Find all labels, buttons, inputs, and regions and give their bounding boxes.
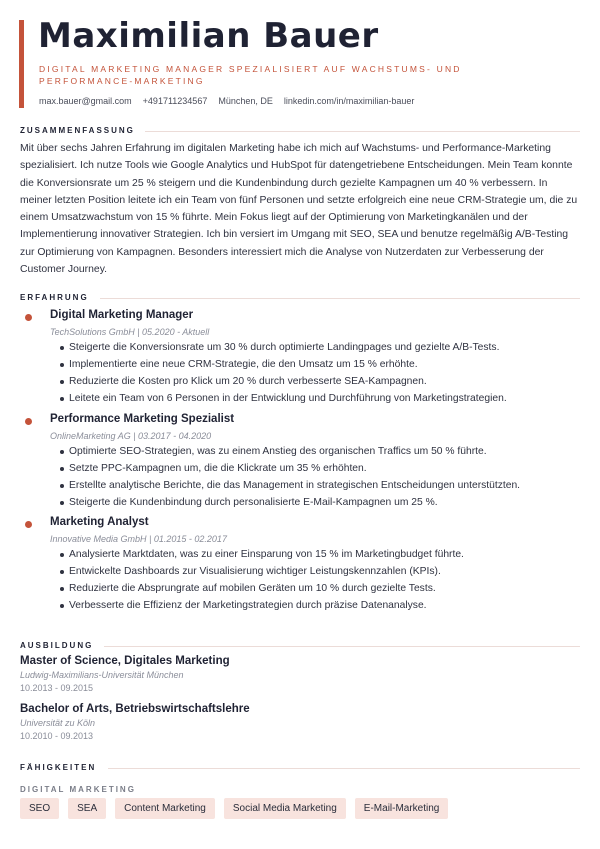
job-title: Marketing Analyst — [50, 516, 149, 528]
experience-heading: ERFAHRUNG — [20, 293, 89, 302]
timeline-dot — [25, 418, 32, 425]
job-bullet: Leitete ein Team von 6 Personen in der Entwicklung und Durchführung von Marketingstrategien. — [60, 390, 507, 407]
education-degree: Bachelor of Arts, Betriebswirtschaftslehre — [20, 703, 250, 715]
skills-heading: FÄHIGKEITEN — [20, 763, 97, 772]
job-bullets — [60, 443, 520, 511]
summary-heading: ZUSAMMENFASSUNG — [20, 126, 135, 135]
section-divider — [108, 768, 580, 769]
education-dates: 10.2010 - 09.2013 — [20, 731, 94, 741]
section-divider — [104, 646, 580, 647]
phone-number: +491711234567 — [142, 96, 208, 106]
job-bullets — [60, 546, 464, 614]
job-title: Digital Marketing Manager — [50, 309, 194, 321]
job-bullet: Steigerte die Kundenbindung durch personalisierte E-Mail-Kampagnen um 25 %. — [60, 494, 520, 511]
skill-category: DIGITAL MARKETING — [20, 785, 136, 794]
skill-tag: SEO — [20, 798, 59, 819]
candidate-headline: DIGITAL MARKETING MANAGER SPEZIALISIERT AUF WACHSTUMS- UND PERFORMANCE-MARKETING — [39, 64, 462, 86]
job-bullet: Setzte PPC-Kampagnen um, die die Klickrate um 35 % erhöhten. — [60, 460, 520, 477]
job-bullet: Entwickelte Dashboards zur Visualisierung wichtiger Leistungskennzahlen (KPIs). — [60, 563, 464, 580]
job-bullet: Reduzierte die Kosten pro Klick um 20 % durch verbesserte SEA-Kampagnen. — [60, 373, 507, 390]
job-bullet: Optimierte SEO-Strategien, was zu einem Anstieg des organischen Traffics um 50 % führte. — [60, 443, 520, 460]
job-bullet: Reduzierte die Absprungrate auf mobilen Geräten um 10 % durch gezielte Tests. — [60, 580, 464, 597]
education-entry — [20, 655, 230, 693]
contact-info — [39, 96, 414, 106]
skill-tag: Social Media Marketing — [224, 798, 346, 819]
education-school: Ludwig-Maximilians-Universität München — [20, 670, 184, 680]
linkedin-link[interactable]: linkedin.com/in/maximilian-bauer — [283, 96, 415, 106]
skill-tags — [20, 798, 448, 819]
location: München, DE — [218, 96, 273, 106]
accent-bar — [19, 20, 24, 108]
timeline-dot — [25, 314, 32, 321]
job-bullet: Analysierte Marktdaten, was zu einer Einsparung von 15 % im Marketingbudget führte. — [60, 546, 464, 563]
education-heading: AUSBILDUNG — [20, 641, 94, 650]
job-bullet: Implementierte eine neue CRM-Strategie, die den Umsatz um 15 % erhöhte. — [60, 356, 507, 373]
job-bullet: Erstellte analytische Berichte, die das Management in strategischen Entscheidungen unterstützten. — [60, 477, 520, 494]
skill-tag: Content Marketing — [115, 798, 215, 819]
job-bullet: Steigerte die Konversionsrate um 30 % durch optimierte Landingpages und gezielte A/B-Tests. — [60, 339, 507, 356]
section-divider — [145, 131, 580, 132]
job-company-dates: TechSolutions GmbH | 05.2020 - Aktuell — [50, 327, 210, 337]
education-dates: 10.2013 - 09.2015 — [20, 683, 94, 693]
email-link[interactable]: max.bauer@gmail.com — [39, 96, 132, 106]
education-degree: Master of Science, Digitales Marketing — [20, 655, 230, 667]
timeline-dot — [25, 521, 32, 528]
job-company-dates: OnlineMarketing AG | 03.2017 - 04.2020 — [50, 431, 212, 441]
summary-text: Mit über sechs Jahren Erfahrung im digitalen Marketing habe ich mich auf Wachstums- und Performance-Marketing spezialisiert. Ich nutze Tools wie Google Analytics und HubSpot für datengetriebene Entscheidungen. Mein Team konnte die Konversionsrate um 25 % steigern und die Kundenbindung durch gezielte Kampagnen um 40 % verbessern. In meiner letzten Position leitete ich ein Team von fünf Personen und setzte erfolgreich eine neue CRM-Strategie um, die zu einem Umsatzwachstum von 15 % führte. Mein Fokus liegt auf der Optimierung von Marketingkanälen und der Implementierung innovativer Strategien. Ich bin versiert im Umgang mit SEO, SEA und benutze regelmäßig A/B-Testing zur Optimierung von Kampagnen. Besonders interessiert mich die Analyse von Nutzerdaten zur Verbesserung der Customer Journey. — [20, 143, 578, 276]
job-bullet: Verbesserte die Effizienz der Marketingstrategien durch präzise Datenanalyse. — [60, 597, 464, 614]
education-entry — [20, 703, 250, 741]
candidate-name: Maximilian Bauer — [38, 16, 379, 56]
skill-tag: E-Mail-Marketing — [355, 798, 449, 819]
section-divider — [100, 298, 580, 299]
education-school: Universität zu Köln — [20, 718, 96, 728]
skill-tag: SEA — [68, 798, 106, 819]
job-title: Performance Marketing Spezialist — [50, 413, 235, 425]
job-bullets — [60, 339, 507, 407]
job-company-dates: Innovative Media GmbH | 01.2015 - 02.2017 — [50, 534, 227, 544]
